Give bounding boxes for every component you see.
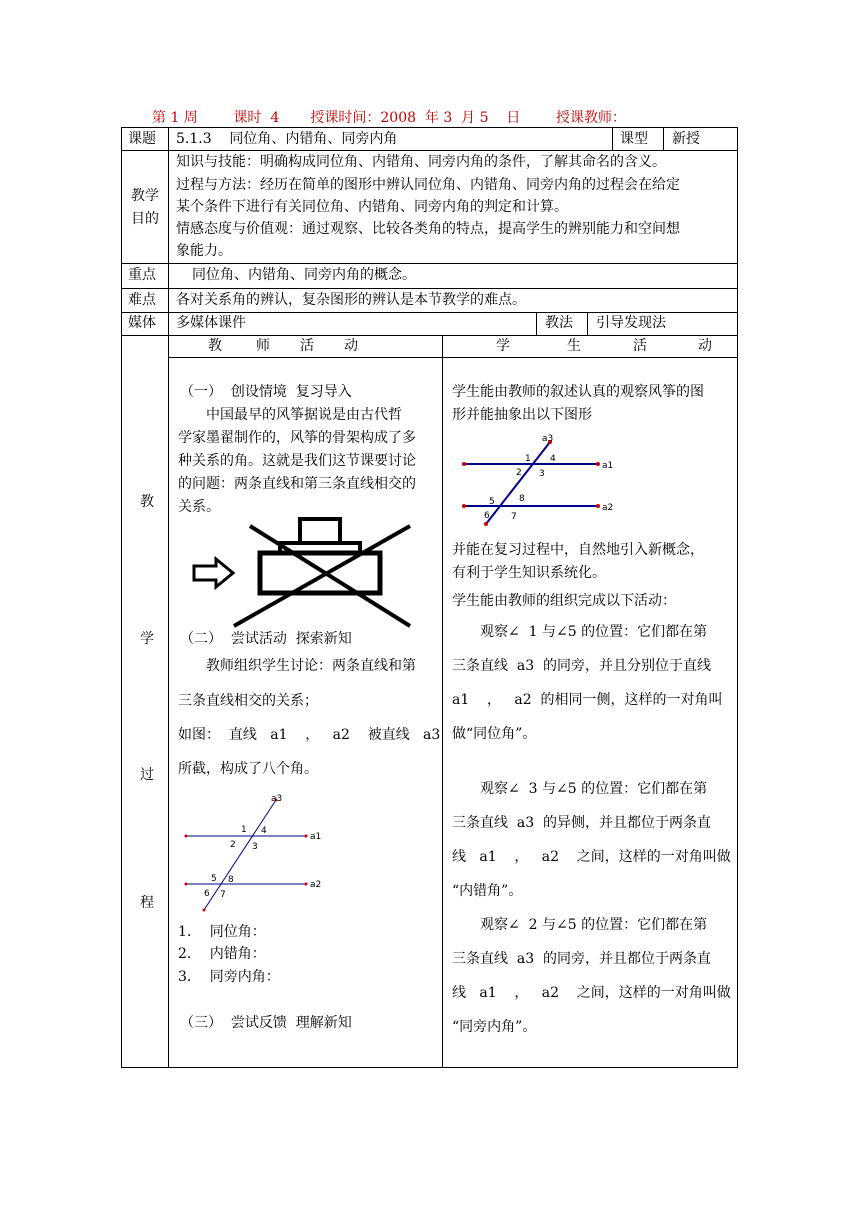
difficulty-label: 难点 — [128, 292, 156, 308]
student-header-char: 学 — [496, 338, 510, 354]
goal-line: 某个条件下进行有关同位角、内错角、同旁内角的判定和计算。 — [176, 199, 568, 215]
angle-label: 1 — [525, 454, 531, 464]
teacher-line: 三条直线相交的关系； — [178, 693, 318, 709]
teacher-header-char: 活 — [300, 338, 314, 354]
teacher-line: 如图： 直线 a1 ， a2 被直线 a3 — [178, 727, 441, 743]
student-line: 有利于学生知识系统化。 — [452, 565, 606, 581]
angle-label: 4 — [550, 454, 556, 464]
angle-label: 2 — [516, 468, 522, 478]
type-label: 课型 — [620, 131, 648, 147]
difficulty-value: 各对关系角的辨认，复杂图形的辨认是本节教学的难点。 — [176, 292, 526, 308]
line-label-a3: a3 — [542, 434, 554, 444]
kite-frame-icon — [230, 514, 420, 634]
period: 课时 4 — [233, 110, 280, 126]
parallel-lines-diagram — [180, 790, 320, 920]
section-2-title: （二） 尝试活动 探索新知 — [180, 628, 354, 651]
goal-label-1: 教学 — [131, 188, 159, 204]
student-line: 学生能由教师的叙述认真的观察风筝的图 — [452, 384, 704, 400]
observation-line: “同旁内角”。 — [452, 1019, 537, 1035]
observation-line: 观察∠ 1 与∠5 的位置：它们都在第 — [480, 624, 708, 640]
list-item: 1． 同位角： — [178, 924, 266, 940]
teacher-name: 授课教师： — [555, 110, 626, 126]
teacher-header-char: 教 — [208, 338, 222, 354]
observation-line: 三条直线 a3 的同旁，并且分别位于直线 — [452, 658, 712, 674]
teacher-line: 学家墨翟制作的，风筝的骨架构成了多 — [178, 430, 416, 446]
teacher-line: 的问题：两条直线和第三条直线相交的 — [178, 476, 416, 492]
section-1-title: （一） 创设情境 复习导入 — [180, 384, 352, 400]
method-value: 引导发现法 — [596, 315, 666, 331]
angle-label: 7 — [511, 512, 517, 522]
process-label-char: 学 — [140, 631, 154, 647]
student-header-char: 活 — [633, 338, 647, 354]
media-label: 媒体 — [128, 315, 156, 331]
line-label-a2: a2 — [310, 880, 322, 890]
observation-line: 三条直线 a3 的异侧，并且都位于两条直 — [452, 815, 712, 831]
angle-label: 3 — [539, 469, 545, 479]
goal-line: 情感态度与价值观：通过观察、比较各类角的特点，提高学生的辨别能力和空间想 — [176, 221, 680, 237]
topic-value: 5.1.3 同位角、内错角、同旁内角 — [176, 131, 398, 147]
teaching-date: 授课时间：2008 年 3 月 5 日 — [310, 110, 521, 126]
student-line: 学生能由教师的组织完成以下活动： — [452, 593, 676, 609]
angle-label: 8 — [519, 494, 525, 504]
observation-line: a1 ， a2 的相同一侧，这样的一对角叫 — [452, 692, 723, 708]
student-header-char: 动 — [698, 338, 712, 354]
goal-line: 象能力。 — [176, 243, 232, 259]
teacher-line: 教师组织学生讨论：两条直线和第 — [206, 658, 416, 674]
angle-label: 5 — [211, 874, 217, 884]
teacher-line: 关系。 — [178, 499, 220, 515]
list-item: 2． 内错角： — [178, 946, 266, 962]
angle-label: 7 — [220, 890, 226, 900]
key-value: 同位角、内错角、同旁内角的概念。 — [192, 267, 416, 283]
teacher-header-char: 动 — [344, 338, 358, 354]
media-value: 多媒体课件 — [176, 315, 246, 331]
observation-line: 三条直线 a3 的同旁，并且都位于两条直 — [452, 951, 712, 967]
type-value: 新授 — [672, 131, 700, 147]
line-label-a1: a1 — [310, 832, 322, 842]
topic-label: 课题 — [128, 131, 156, 147]
lesson-header — [152, 107, 626, 127]
angle-label: 3 — [252, 842, 258, 852]
student-line: 并能在复习过程中，自然地引入新概念， — [452, 542, 704, 558]
student-line: 形并能抽象出以下图形 — [452, 407, 592, 423]
angle-label: 4 — [261, 826, 267, 836]
process-label-char: 教 — [140, 494, 154, 510]
teacher-line: 所截，构成了八个角。 — [178, 761, 318, 777]
list-item: 3． 同旁内角： — [178, 969, 280, 985]
key-label: 重点 — [128, 267, 156, 283]
teacher-header-char: 师 — [256, 338, 270, 354]
angle-label: 6 — [484, 511, 490, 521]
teacher-line: 种关系的角。这就是我们这节课要讨论 — [178, 453, 416, 469]
student-header-char: 生 — [567, 338, 581, 354]
process-label-char: 程 — [140, 895, 154, 911]
process-label-char: 过 — [140, 767, 154, 783]
line-label-a2: a2 — [602, 503, 614, 513]
method-label: 教法 — [545, 315, 573, 331]
observation-line: 观察∠ 3 与∠5 的位置：它们都在第 — [480, 781, 708, 797]
goal-line: 知识与技能：明确构成同位角、内错角、同旁内角的条件，了解其命名的含义。 — [176, 154, 666, 170]
angle-label: 5 — [489, 497, 495, 507]
observation-line: 线 a1 ， a2 之间，这样的一对角叫做 — [452, 985, 731, 1001]
teacher-line: 中国最早的风筝据说是由古代哲 — [206, 407, 402, 423]
angle-label: 8 — [228, 875, 234, 885]
observation-line: “内错角”。 — [452, 883, 523, 899]
goal-line: 过程与方法：经历在简单的图形中辨认同位角、内错角、同旁内角的过程会在给定 — [176, 177, 680, 193]
parallel-lines-diagram-student — [458, 430, 628, 528]
observation-line: 线 a1 ， a2 之间，这样的一对角叫做 — [452, 849, 731, 865]
line-label-a1: a1 — [602, 461, 614, 471]
angle-label: 2 — [230, 840, 236, 850]
section-3-title: （三） 尝试反馈 理解新知 — [180, 1015, 352, 1031]
observation-line: 做“同位角”。 — [452, 726, 537, 742]
angle-label: 1 — [241, 825, 247, 835]
goal-label-2: 目的 — [131, 211, 159, 227]
line-label-a3: a3 — [271, 794, 283, 804]
week: 第 1 周 — [152, 110, 198, 126]
angle-label: 6 — [204, 889, 210, 899]
observation-line: 观察∠ 2 与∠5 的位置：它们都在第 — [480, 917, 708, 933]
